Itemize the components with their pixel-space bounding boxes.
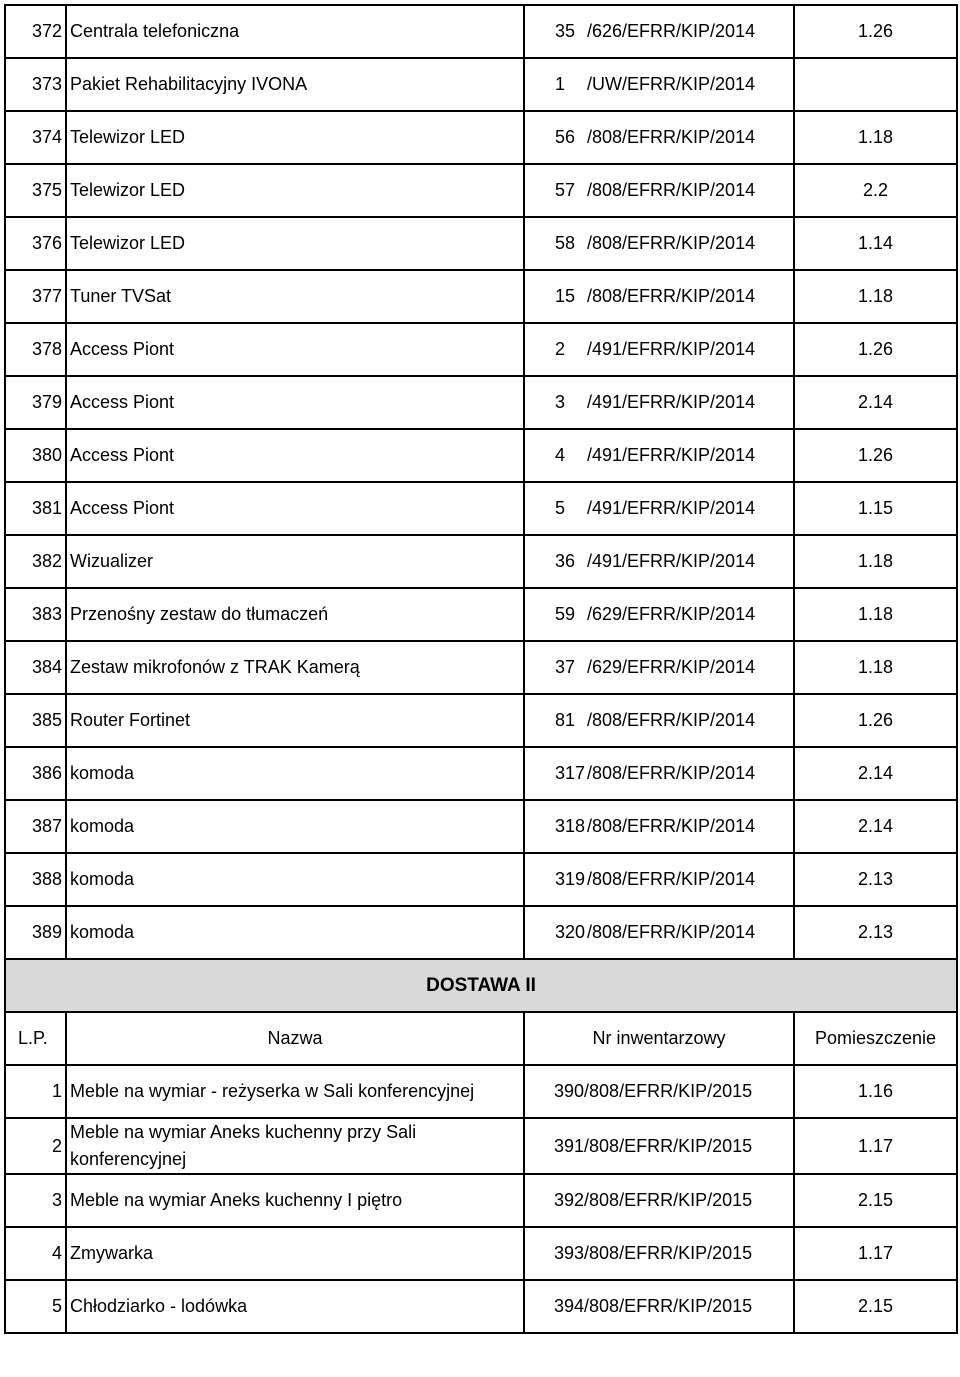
table-row: [5, 641, 957, 694]
inventory-number-suffix: /491/EFRR/KIP/2014: [587, 551, 756, 571]
inventory-number-suffix: /808/EFRR/KIP/2014: [587, 233, 756, 253]
section-rows: [5, 1065, 957, 1333]
row-room: 1.17: [794, 1118, 957, 1174]
row-room: 1.16: [794, 1065, 957, 1118]
inventory-number-suffix: /491/EFRR/KIP/2014: [587, 392, 756, 412]
inventory-number-suffix: /808/EFRR/KIP/2014: [587, 869, 756, 889]
row-room: 2.14: [794, 376, 957, 429]
row-name: Access Piont: [66, 482, 524, 535]
row-lp: 388: [5, 853, 66, 906]
inventory-number-prefix: 3: [555, 392, 566, 412]
inventory-number-suffix: /629/EFRR/KIP/2014: [587, 604, 756, 624]
row-room: 1.18: [794, 641, 957, 694]
row-inventory-number: 393/808/EFRR/KIP/2015: [524, 1227, 794, 1280]
row-lp: 372: [5, 5, 66, 58]
inventory-number-suffix: /629/EFRR/KIP/2014: [587, 657, 756, 677]
row-lp: 376: [5, 217, 66, 270]
inventory-number-suffix: /808/EFRR/KIP/2014: [587, 286, 756, 306]
row-inventory-number: 392/808/EFRR/KIP/2015: [524, 1174, 794, 1227]
row-inventory-number: [524, 270, 794, 323]
table-row: [5, 1227, 957, 1280]
row-lp: 373: [5, 58, 66, 111]
inventory-number-suffix: /808/EFRR/KIP/2014: [587, 127, 756, 147]
row-name: Access Piont: [66, 323, 524, 376]
row-lp: 382: [5, 535, 66, 588]
inventory-number-prefix: 1: [555, 74, 566, 94]
row-inventory-number: [524, 747, 794, 800]
table-row: [5, 217, 957, 270]
table-row: [5, 1174, 957, 1227]
inventory-number-suffix: /626/EFRR/KIP/2014: [587, 21, 756, 41]
row-lp: 5: [5, 1280, 66, 1333]
row-inventory-number: [524, 535, 794, 588]
table-row: [5, 800, 957, 853]
row-name: komoda: [66, 747, 524, 800]
row-name: Pakiet Rehabilitacyjny IVONA: [66, 58, 524, 111]
row-lp: 385: [5, 694, 66, 747]
row-name: Router Fortinet: [66, 694, 524, 747]
row-room: 1.15: [794, 482, 957, 535]
row-room: 1.26: [794, 694, 957, 747]
table-row: [5, 376, 957, 429]
row-name: Meble na wymiar Aneks kuchenny I piętro: [66, 1174, 524, 1227]
row-inventory-number: [524, 853, 794, 906]
row-name: Telewizor LED: [66, 111, 524, 164]
inventory-number-suffix: /491/EFRR/KIP/2014: [587, 339, 756, 359]
column-header-row: [5, 1012, 957, 1065]
row-lp: 386: [5, 747, 66, 800]
row-name: komoda: [66, 906, 524, 959]
table-row: [5, 58, 957, 111]
row-name: Telewizor LED: [66, 164, 524, 217]
row-inventory-number: [524, 164, 794, 217]
inventory-number-prefix: 81: [555, 710, 576, 730]
row-room: 1.18: [794, 270, 957, 323]
row-inventory-number: [524, 588, 794, 641]
inventory-number-suffix: /491/EFRR/KIP/2014: [587, 498, 756, 518]
row-lp: 379: [5, 376, 66, 429]
inventory-number-prefix: 5: [555, 498, 566, 518]
inventory-number-suffix: /808/EFRR/KIP/2014: [587, 180, 756, 200]
table-row: [5, 747, 957, 800]
inventory-number-prefix: 2: [555, 339, 566, 359]
inventory-number-prefix: 57: [555, 180, 576, 200]
row-inventory-number: [524, 906, 794, 959]
table-row: [5, 164, 957, 217]
inventory-number-prefix: 320: [555, 922, 586, 942]
row-inventory-number: [524, 641, 794, 694]
inventory-number-prefix: 4: [555, 445, 566, 465]
row-lp: 374: [5, 111, 66, 164]
section-title-row: [5, 959, 957, 1012]
inventory-number-prefix: 58: [555, 233, 576, 253]
row-inventory-number: [524, 5, 794, 58]
table-row: [5, 323, 957, 376]
row-inventory-number: [524, 429, 794, 482]
row-name: Chłodziarko - lodówka: [66, 1280, 524, 1333]
inventory-number-prefix: 319: [555, 869, 586, 889]
row-inventory-number: [524, 323, 794, 376]
row-name: Centrala telefoniczna: [66, 5, 524, 58]
header-lp: L.P.: [5, 1012, 66, 1065]
inventory-number-suffix: /UW/EFRR/KIP/2014: [587, 74, 756, 94]
row-room: [794, 58, 957, 111]
row-inventory-number: [524, 58, 794, 111]
table-row: [5, 111, 957, 164]
section-dostawa-ii: [5, 959, 957, 1065]
row-name: komoda: [66, 853, 524, 906]
row-room: 1.26: [794, 429, 957, 482]
row-name: Wizualizer: [66, 535, 524, 588]
row-room: 2.2: [794, 164, 957, 217]
row-name: Przenośny zestaw do tłumaczeń: [66, 588, 524, 641]
row-lp: 1: [5, 1065, 66, 1118]
table-row: [5, 5, 957, 58]
row-room: 2.14: [794, 747, 957, 800]
inventory-number-prefix: 56: [555, 127, 576, 147]
header-inventory-number: Nr inwentarzowy: [524, 1012, 794, 1065]
inventory-number-suffix: /808/EFRR/KIP/2014: [587, 763, 756, 783]
row-room: 1.26: [794, 323, 957, 376]
row-lp: 389: [5, 906, 66, 959]
table-row: [5, 1065, 957, 1118]
table-row: [5, 906, 957, 959]
inventory-number-prefix: 318: [555, 816, 586, 836]
row-name: Telewizor LED: [66, 217, 524, 270]
row-room: 1.17: [794, 1227, 957, 1280]
table-row: [5, 482, 957, 535]
row-inventory-number: [524, 111, 794, 164]
inventory-number-suffix: /808/EFRR/KIP/2014: [587, 922, 756, 942]
row-room: 2.13: [794, 906, 957, 959]
row-room: 2.14: [794, 800, 957, 853]
row-inventory-number: 390/808/EFRR/KIP/2015: [524, 1065, 794, 1118]
row-room: 1.26: [794, 5, 957, 58]
row-lp: 4: [5, 1227, 66, 1280]
row-name: komoda: [66, 800, 524, 853]
table-row: [5, 694, 957, 747]
inventory-number-suffix: /808/EFRR/KIP/2014: [587, 710, 756, 730]
row-name: Access Piont: [66, 376, 524, 429]
row-inventory-number: [524, 217, 794, 270]
row-name: Zmywarka: [66, 1227, 524, 1280]
section-title: DOSTAWA II: [5, 959, 957, 1012]
row-inventory-number: [524, 694, 794, 747]
row-name: Meble na wymiar Aneks kuchenny przy Sali konferencyjnej: [66, 1118, 524, 1174]
table-row: [5, 429, 957, 482]
inventory-number-prefix: 35: [555, 21, 576, 41]
inventory-number-prefix: 317: [555, 763, 586, 783]
row-inventory-number: 394/808/EFRR/KIP/2015: [524, 1280, 794, 1333]
row-inventory-number: [524, 376, 794, 429]
table-row: [5, 588, 957, 641]
row-lp: 381: [5, 482, 66, 535]
row-room: 1.18: [794, 111, 957, 164]
row-lp: 383: [5, 588, 66, 641]
row-room: 2.13: [794, 853, 957, 906]
row-lp: 378: [5, 323, 66, 376]
inventory-rows: [5, 5, 957, 959]
row-room: 2.15: [794, 1174, 957, 1227]
table-row: [5, 1118, 957, 1174]
inventory-number-prefix: 59: [555, 604, 576, 624]
row-lp: 384: [5, 641, 66, 694]
table-row: [5, 1280, 957, 1333]
inventory-number-suffix: /808/EFRR/KIP/2014: [587, 816, 756, 836]
row-lp: 375: [5, 164, 66, 217]
row-name: Access Piont: [66, 429, 524, 482]
row-room: 1.18: [794, 588, 957, 641]
table-row: [5, 270, 957, 323]
header-name: Nazwa: [66, 1012, 524, 1065]
row-inventory-number: 391/808/EFRR/KIP/2015: [524, 1118, 794, 1174]
row-lp: 2: [5, 1118, 66, 1174]
row-lp: 387: [5, 800, 66, 853]
row-lp: 3: [5, 1174, 66, 1227]
header-room: Pomieszczenie: [794, 1012, 957, 1065]
table-row: [5, 535, 957, 588]
inventory-number-suffix: /491/EFRR/KIP/2014: [587, 445, 756, 465]
row-inventory-number: [524, 482, 794, 535]
row-room: 1.18: [794, 535, 957, 588]
inventory-table: [4, 4, 958, 1334]
row-room: 1.14: [794, 217, 957, 270]
inventory-number-prefix: 15: [555, 286, 576, 306]
row-lp: 377: [5, 270, 66, 323]
inventory-number-prefix: 37: [555, 657, 576, 677]
row-room: 2.15: [794, 1280, 957, 1333]
row-lp: 380: [5, 429, 66, 482]
table-row: [5, 853, 957, 906]
row-inventory-number: [524, 800, 794, 853]
row-name: Tuner TVSat: [66, 270, 524, 323]
row-name: Zestaw mikrofonów z TRAK Kamerą: [66, 641, 524, 694]
inventory-number-prefix: 36: [555, 551, 576, 571]
row-name: Meble na wymiar - reżyserka w Sali konferencyjnej: [66, 1065, 524, 1118]
